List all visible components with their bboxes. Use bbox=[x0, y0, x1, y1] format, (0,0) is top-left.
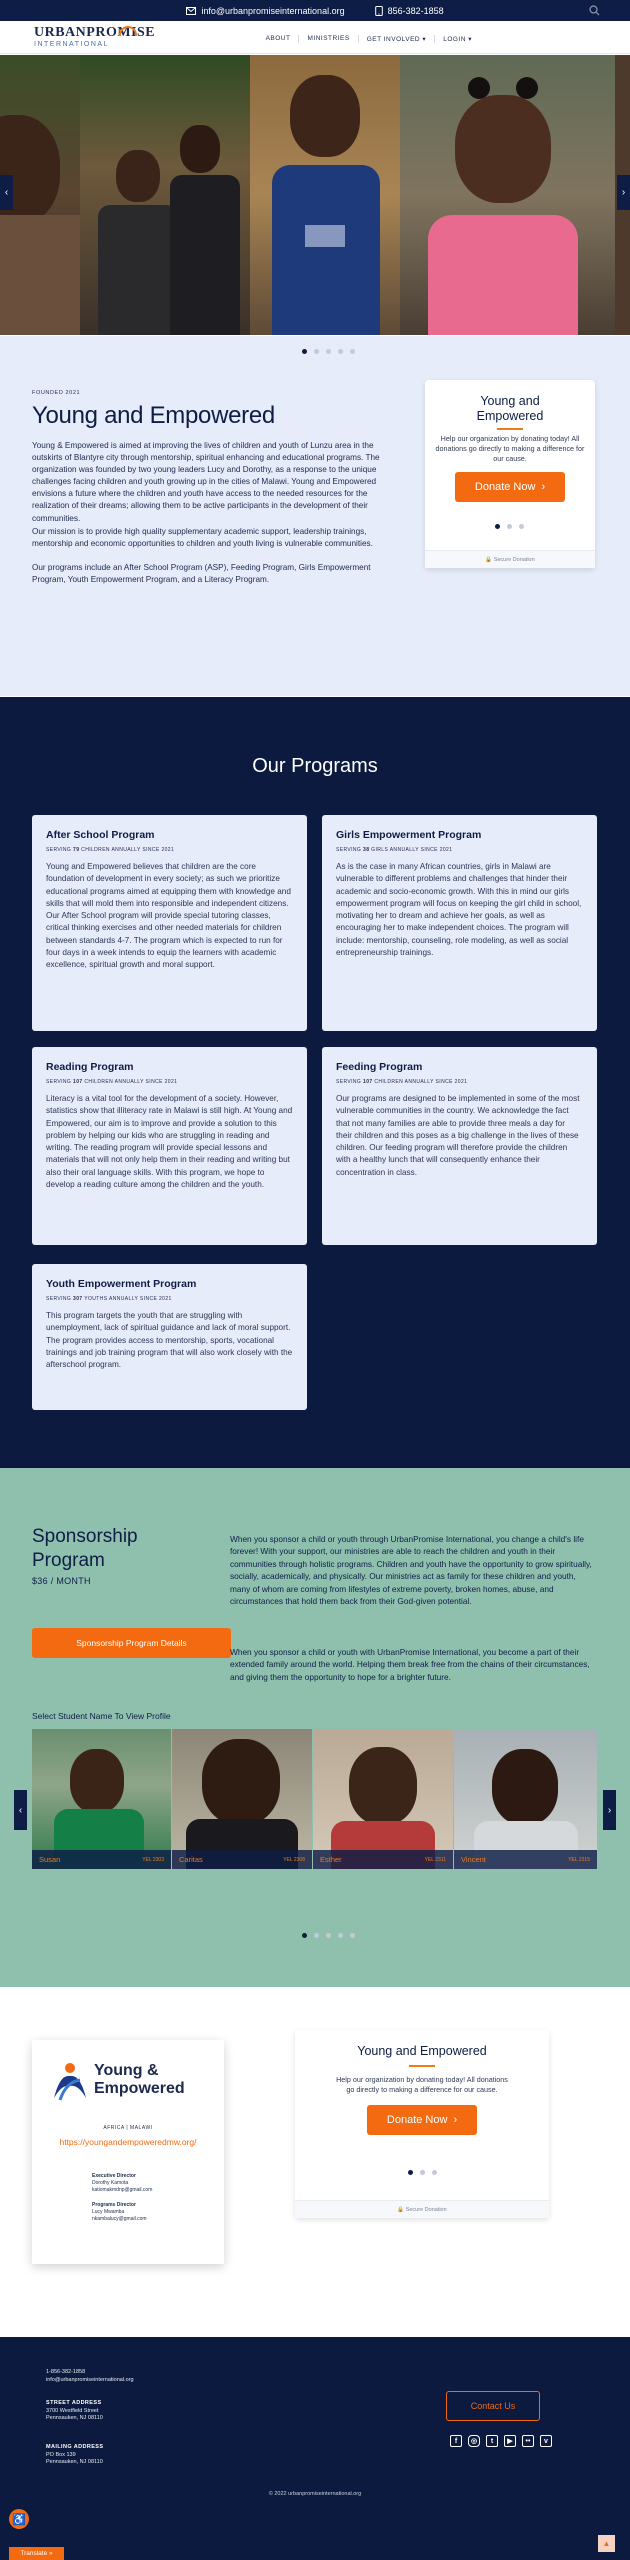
biz-role-2: Programs Director bbox=[92, 2202, 136, 2208]
biz-website-link[interactable]: https://youngandempoweredmw.org/ bbox=[59, 2137, 197, 2147]
student-name-bar: Susan YEL 2303 bbox=[32, 1850, 171, 1869]
twitter-icon[interactable]: t bbox=[486, 2435, 498, 2447]
program-card-youth-empowerment bbox=[32, 1264, 307, 1410]
program-body: Our programs are designed to be implemented in some of the most vulnerable communities in the country. We acknowledge the fact that not many families are able to provide three meals a day for their children and this poses as a big challenge in the lives of these children. Our feeding program will therefore provide the children with a healthy lunch that will consequently enhance their concentration in class. bbox=[336, 1094, 580, 1177]
founded-kicker: FOUNDED 2021 bbox=[32, 390, 81, 396]
donate-card-title: Young and Empowered bbox=[357, 2044, 487, 2058]
hero-pagination bbox=[302, 349, 355, 354]
program-serving: SERVING 107 CHILDREN ANNUALLY SINCE 2021 bbox=[46, 1079, 178, 1085]
top-phone-link[interactable] bbox=[375, 6, 444, 16]
site-footer bbox=[0, 2337, 630, 2560]
nav-item-get-involved[interactable]: GET INVOLVED ▾ bbox=[358, 35, 435, 43]
translate-button[interactable]: Translate » bbox=[9, 2547, 64, 2560]
donate-dot-1[interactable] bbox=[408, 2170, 413, 2175]
program-serving: SERVING 307 YOUTHS ANNUALLY SINCE 2021 bbox=[46, 1296, 172, 1302]
footer-street-heading: STREET ADDRESS bbox=[46, 2400, 102, 2406]
student-name-bar: Caritas YEL 2308 bbox=[172, 1850, 312, 1869]
footer-street-line2: Pennsauken, NJ 08110 bbox=[46, 2415, 103, 2421]
lock-icon: 🔒 bbox=[485, 557, 493, 563]
intro-paragraph-3: Our programs include an After School Program (ASP), Feeding Program, Girls Empowerment Program, Youth Empowerment Program, and a Literacy Program. bbox=[32, 563, 371, 585]
hero-photo-3 bbox=[250, 55, 400, 335]
instagram-icon[interactable]: ◎ bbox=[468, 2435, 480, 2447]
search-icon[interactable] bbox=[589, 5, 600, 16]
footer-mailing-heading: MAILING ADDRESS bbox=[46, 2444, 104, 2450]
footer-street-line1: 3700 Westfield Street bbox=[46, 2407, 99, 2414]
sponsorship-price: $36 / MONTH bbox=[32, 1576, 91, 1586]
student-photo bbox=[492, 1749, 558, 1825]
student-photo bbox=[70, 1749, 124, 1813]
flickr-icon[interactable]: •• bbox=[522, 2435, 534, 2447]
donate-dot-3[interactable] bbox=[519, 524, 524, 529]
students-dot-5[interactable] bbox=[350, 1933, 355, 1938]
secure-donation-text: Secure Donation bbox=[493, 557, 535, 563]
chevron-right-icon: › bbox=[453, 2114, 458, 2126]
chevron-right-icon: › bbox=[541, 481, 546, 493]
donate-card-pagination bbox=[408, 2170, 437, 2175]
donate-card-underline bbox=[409, 2065, 435, 2067]
footer-contact bbox=[46, 2369, 134, 2384]
program-card-girls-empowerment bbox=[322, 815, 597, 1031]
hero-slider bbox=[0, 55, 630, 335]
students-dot-3[interactable] bbox=[326, 1933, 331, 1938]
top-email-link[interactable] bbox=[186, 6, 344, 16]
intro-paragraph-1: Young & Empowered is aimed at improving the lives of children and youth of Lunzu area in the outskirts of Blantyre city through mentorship, spiritual enhancing and educational programs. The organization was founded by two young leaders Lucy and Dorothy, as a response to the unique challenges facing children and youth growing up in the cities of Malawi. Young and Empowered envisions a future where the children and youth have access to the needed resources for the realization of their dreams; allowing them to be active participants in the development of their communities. bbox=[32, 441, 380, 523]
program-title: Youth Empowerment Program bbox=[46, 1278, 197, 1290]
intro-section bbox=[0, 336, 630, 696]
hero-photo-4 bbox=[400, 55, 615, 335]
donate-dot-1[interactable] bbox=[495, 524, 500, 529]
donate-now-label: Donate Now bbox=[386, 2114, 448, 2126]
donate-card-title: Young and Empowered bbox=[476, 394, 544, 423]
site-logo[interactable] bbox=[34, 25, 156, 50]
secure-donation-note bbox=[295, 2200, 549, 2218]
biz-name-2: Lucy Mwamba bbox=[92, 2209, 125, 2215]
donate-card-underline bbox=[497, 428, 523, 430]
footer-mail-line2: Pennsauken, NJ 08110 bbox=[46, 2459, 103, 2465]
young-empowered-logo-icon bbox=[50, 2060, 90, 2102]
biz-email-2[interactable]: nkambalucy@gmail.com bbox=[92, 2216, 147, 2222]
donate-card-pagination bbox=[495, 524, 524, 529]
program-card-reading bbox=[32, 1047, 307, 1245]
donate-dot-2[interactable] bbox=[420, 2170, 425, 2175]
sponsorship-paragraph-1: When you sponsor a child or youth through UrbanPromise International, you change a child's life forever! With your support, our ministries are able to reach the children and youth in their communities through holistic programs. Children and youth have the opportunity to grow spiritually, socially, academically, and physically. Our ministries act as family for these children and youth, many of whom are coming from lifestyles of extreme poverty, broken homes, abuse, and circumstances that hold them back from their God-given potential. bbox=[230, 1534, 592, 1607]
biz-logo-line2: Empowered bbox=[94, 2080, 185, 2097]
students-next-arrow[interactable]: › bbox=[603, 1790, 616, 1830]
footer-mailing-address bbox=[46, 2444, 103, 2467]
footer-email[interactable]: info@urbanpromiseinternational.org bbox=[46, 2376, 134, 2383]
students-dot-4[interactable] bbox=[338, 1933, 343, 1938]
nav-item-login[interactable]: LOGIN ▾ bbox=[434, 35, 480, 43]
bottom-donate-section bbox=[0, 1987, 630, 2337]
top-phone-text: 856-382-1858 bbox=[387, 5, 444, 16]
main-navigation bbox=[0, 21, 630, 54]
student-card-susan[interactable] bbox=[32, 1729, 171, 1869]
program-body: As is the case in many African countries, girls in Malawi are vulnerable to different problems and challenges that hinder their academic and socio-economic growth. With this in mind our girls empowerment program will focus on keeping the girl child in school, motivating her to dream and achieve her goals, as well as encouraging her to make independent choices. The program will include: mentorship, counseling, role modeling, as well as social entrepreneurship trainings. bbox=[336, 862, 582, 958]
nav-menu bbox=[258, 35, 480, 43]
hero-prev-arrow[interactable]: ‹ bbox=[0, 175, 13, 210]
donate-now-button[interactable] bbox=[455, 472, 565, 502]
business-card bbox=[32, 2040, 224, 2264]
program-serving: SERVING 107 CHILDREN ANNUALLY SINCE 2021 bbox=[336, 1079, 468, 1085]
programs-heading: Our Programs bbox=[252, 755, 378, 777]
facebook-icon[interactable]: f bbox=[450, 2435, 462, 2447]
nav-item-about[interactable]: ABOUT bbox=[265, 35, 291, 42]
biz-name-1: Dorothy Kamota bbox=[92, 2180, 129, 2186]
program-title: Reading Program bbox=[46, 1061, 134, 1073]
programs-section bbox=[0, 697, 630, 1468]
sponsorship-title: Sponsorship Program bbox=[32, 1526, 138, 1571]
donate-card-description: Help our organization by donating today! All donations go directly to making a difference for our cause. bbox=[336, 2075, 508, 2094]
intro-paragraph-2: Our mission is to provide high quality supplementary academic support, leadership trainings, mentorship and economic opportunities to children and youth living is vulnerable communities. bbox=[32, 527, 373, 549]
nav-item-ministries[interactable]: MINISTRIES bbox=[298, 35, 357, 43]
student-photo bbox=[349, 1747, 417, 1825]
chevron-up-icon: ▲ bbox=[602, 2539, 611, 2548]
program-card-after-school bbox=[32, 815, 307, 1031]
donate-card-description: Help our organization by donating today! All donations go directly to making a difference for our cause. bbox=[435, 434, 585, 463]
program-serving: SERVING 38 GIRLS ANNUALLY SINCE 2021 bbox=[336, 847, 453, 853]
hero-dot-1[interactable] bbox=[302, 349, 307, 354]
footer-phone[interactable]: 1-856-382-1858 bbox=[46, 2369, 86, 2375]
program-body: Young and Empowered believes that children are the core foundation of development in every society; as such we prioritize educational programs aimed at equipping them with knowledge and skills that will mold them into responsible and independent citizens. Our After School program will provide special tutoring classes, critical thinking exercises and other needed materials for children between standards 4-7. The program which is expected to run for four days in a week intends to equip the learners with academic excellence, spiritual growth and moral support. bbox=[46, 862, 291, 970]
sponsorship-details-button[interactable]: Sponsorship Program Details bbox=[32, 1628, 231, 1658]
vimeo-icon[interactable]: v bbox=[540, 2435, 552, 2447]
sponsorship-paragraph-2: When you sponsor a child or youth with UrbanPromise International, you become a part of their extended family around the world. Helping them break free from the chains of their circumstances, and giving them the opportunity to hope for a brighter future. bbox=[230, 1647, 590, 1682]
lock-icon: 🔒 bbox=[397, 2207, 405, 2213]
program-body: This program targets the youth that are struggling with unemployment, lack of spiritual guidance and lack of moral support. The program provides access to mentorship, sports, vocational trainings and job training program that will also work closely with the afterschool program. bbox=[46, 1311, 293, 1370]
students-dot-1[interactable] bbox=[302, 1933, 307, 1938]
donate-card-bottom bbox=[295, 2030, 549, 2218]
program-serving: SERVING 79 CHILDREN ANNUALLY SINCE 2021 bbox=[46, 847, 175, 853]
donate-card bbox=[425, 380, 595, 568]
youtube-icon[interactable]: ▶ bbox=[504, 2435, 516, 2447]
donate-dot-2[interactable] bbox=[507, 524, 512, 529]
hero-dot-2[interactable] bbox=[314, 349, 319, 354]
student-name-bar: Vincent YEL 2315 bbox=[454, 1850, 597, 1869]
logo-wordmark: URBANPROMISE bbox=[34, 25, 156, 40]
footer-copyright: © 2022 urbanpromiseinternational.org bbox=[268, 2491, 362, 2497]
top-contact-bar bbox=[0, 0, 630, 21]
program-card-feeding bbox=[322, 1047, 597, 1245]
footer-street-address bbox=[46, 2400, 103, 2423]
student-card-vincent[interactable] bbox=[454, 1729, 597, 1869]
biz-contacts bbox=[92, 2173, 152, 2223]
hero-dot-5[interactable] bbox=[350, 349, 355, 354]
program-body: Literacy is a vital tool for the development of a society. However, statistics show that illiteracy rate in Malawi is still high. At Young and Empowered, our aim is to improve and provide a solution to this problem by helping our kids who are struggling in reading and writing. The reading program will provide special lessons and materials that will not only help them in their reading and writing but also their oral language skills. With this program, we hope to develop a reading culture among the children and the youth. bbox=[46, 1094, 293, 1190]
student-card-caritas[interactable] bbox=[172, 1729, 312, 1869]
hero-dot-4[interactable] bbox=[338, 349, 343, 354]
phone-icon bbox=[375, 6, 383, 16]
select-student-label: Select Student Name To View Profile bbox=[32, 1711, 171, 1721]
footer-mail-line1: PO Box 139 bbox=[46, 2451, 76, 2458]
secure-donation-note bbox=[425, 550, 595, 568]
students-dot-2[interactable] bbox=[314, 1933, 319, 1938]
page-title: Young and Empowered bbox=[32, 402, 275, 429]
donate-now-button-bottom[interactable] bbox=[367, 2105, 477, 2135]
program-title: After School Program bbox=[46, 829, 155, 841]
secure-donation-text: Secure Donation bbox=[405, 2207, 447, 2213]
biz-location: AFRICA | MALAWI bbox=[103, 2125, 153, 2131]
donate-dot-3[interactable] bbox=[432, 2170, 437, 2175]
envelope-icon bbox=[186, 7, 196, 15]
hero-next-arrow[interactable]: › bbox=[617, 175, 630, 210]
program-title: Feeding Program bbox=[336, 1061, 423, 1073]
biz-email-1[interactable]: katiomakmdnp@gmail.com bbox=[92, 2187, 153, 2193]
students-pagination bbox=[302, 1933, 355, 1938]
logo-subtitle: INTERNATIONAL bbox=[34, 41, 109, 48]
student-name-bar: Esther YEL 2311 bbox=[313, 1850, 453, 1869]
donate-now-label: Donate Now bbox=[474, 481, 536, 493]
hero-photo-2 bbox=[80, 55, 250, 335]
program-title: Girls Empowerment Program bbox=[336, 829, 482, 841]
top-email-text: info@urbanpromiseinternational.org bbox=[201, 5, 345, 16]
contact-us-button[interactable]: Contact Us bbox=[446, 2391, 540, 2421]
back-to-top-button[interactable] bbox=[598, 2535, 615, 2552]
student-photo bbox=[202, 1739, 280, 1825]
biz-logo-line1: Young & bbox=[94, 2062, 159, 2079]
biz-role-1: Executive Director bbox=[92, 2173, 136, 2179]
student-card-esther[interactable] bbox=[313, 1729, 453, 1869]
students-prev-arrow[interactable]: ‹ bbox=[14, 1790, 27, 1830]
accessibility-icon[interactable]: ♿ bbox=[9, 2509, 29, 2529]
hero-dot-3[interactable] bbox=[326, 349, 331, 354]
sponsorship-section bbox=[0, 1468, 630, 1987]
